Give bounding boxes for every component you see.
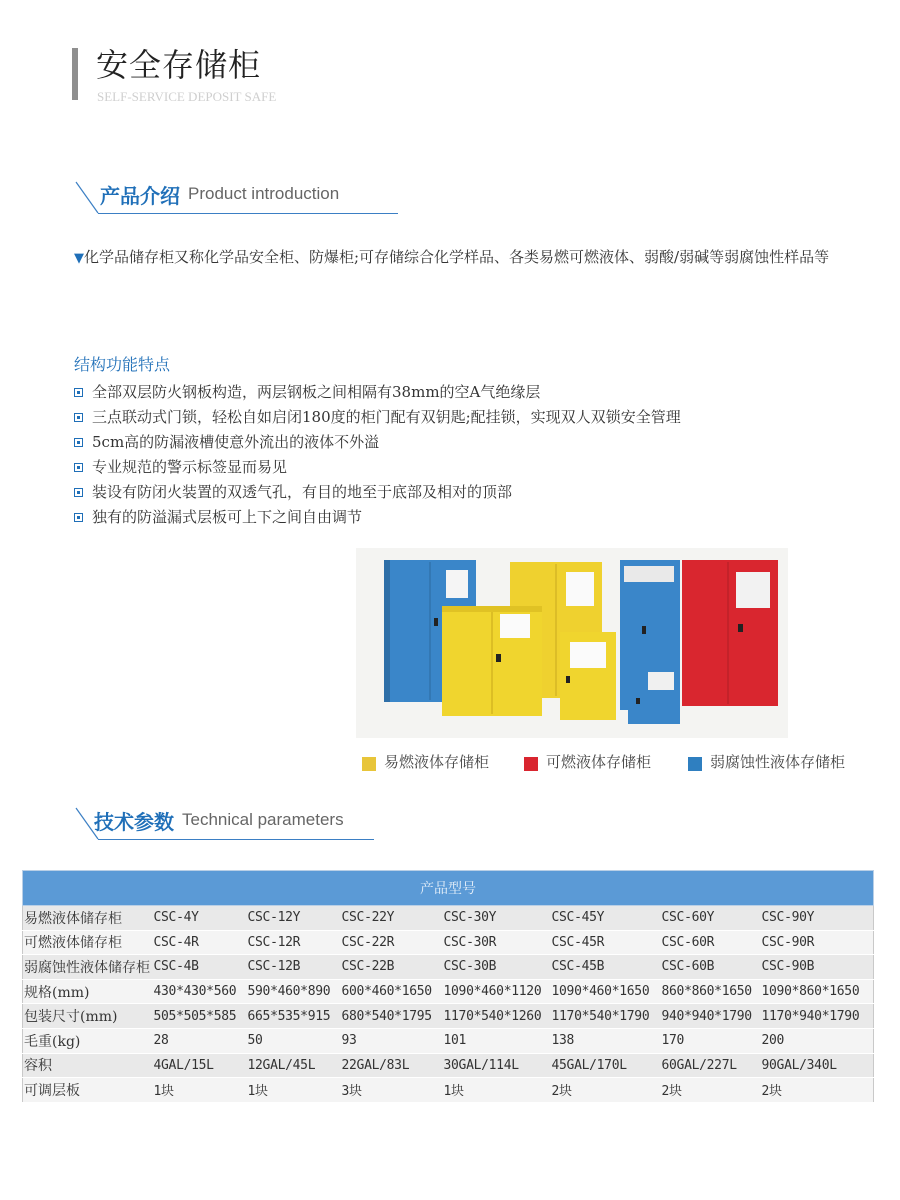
table-cell: 170 — [661, 1028, 761, 1053]
features-title: 结构功能特点 — [74, 355, 171, 374]
table-cell: 3块 — [341, 1078, 443, 1103]
product-photo — [356, 548, 788, 738]
feature-item: 专业规范的警示标签显而易见 — [74, 455, 694, 480]
table-cell: 12GAL/45L — [247, 1053, 341, 1078]
row-label: 可燃液体储存柜 — [23, 930, 153, 955]
heading-underline — [98, 839, 374, 840]
square-bullet-icon — [74, 388, 83, 397]
table-cell: CSC-45R — [551, 930, 661, 955]
table-row — [23, 906, 874, 931]
table-cell: 680*540*1795 — [341, 1004, 443, 1029]
table-cell: CSC-60R — [661, 930, 761, 955]
table-cell: 1090*460*1120 — [443, 979, 551, 1004]
section-title-cn: 技术参数 — [94, 810, 174, 834]
table-cell: CSC-4B — [153, 955, 247, 980]
table-cell: 665*535*915 — [247, 1004, 341, 1029]
table-cell: 1块 — [247, 1078, 341, 1103]
table-row — [23, 1053, 874, 1078]
table-cell: CSC-45Y — [551, 906, 661, 931]
table-cell: CSC-30R — [443, 930, 551, 955]
legend-swatch — [524, 757, 538, 771]
table-cell: CSC-12R — [247, 930, 341, 955]
table-cell: 430*430*560 — [153, 979, 247, 1004]
page-title: 安全存储柜 — [96, 46, 262, 84]
table-cell: CSC-22R — [341, 930, 443, 955]
table-cell: 200 — [761, 1028, 874, 1053]
table-cell: 505*505*585 — [153, 1004, 247, 1029]
table-cell: 590*460*890 — [247, 979, 341, 1004]
table-cell: CSC-22B — [341, 955, 443, 980]
table-cell: 1090*860*1650 — [761, 979, 874, 1004]
table-cell: CSC-60Y — [661, 906, 761, 931]
square-bullet-icon — [74, 438, 83, 447]
table-cell: 50 — [247, 1028, 341, 1053]
table-cell: 1块 — [443, 1078, 551, 1103]
table-cell: CSC-30B — [443, 955, 551, 980]
feature-item: 三点联动式门锁，轻松自如启闭180度的柜门配有双钥匙;配挂锁，实现双人双锁安全管理 — [74, 405, 694, 430]
table-cell: CSC-30Y — [443, 906, 551, 931]
table-cell: 2块 — [551, 1078, 661, 1103]
table-cell: 2块 — [761, 1078, 874, 1103]
table-cell: 1090*460*1650 — [551, 979, 661, 1004]
row-label: 包装尺寸(mm) — [23, 1004, 153, 1029]
feature-item: 独有的防溢漏式层板可上下之间自由调节 — [74, 505, 694, 530]
heading-underline — [98, 213, 398, 214]
table-cell: CSC-90B — [761, 955, 874, 980]
table-cell: CSC-90Y — [761, 906, 874, 931]
table-cell: 60GAL/227L — [661, 1053, 761, 1078]
table-cell: 600*460*1650 — [341, 979, 443, 1004]
feature-item: 全部双层防火钢板构造，两层钢板之间相隔有38mm的空A气绝缘层 — [74, 380, 694, 405]
header-accent-bar — [72, 48, 78, 100]
table-cell: 2块 — [661, 1078, 761, 1103]
table-body — [23, 906, 874, 1103]
feature-item: 装设有防闭火装置的双透气孔，有目的地至于底部及相对的顶部 — [74, 480, 694, 505]
table-cell: 1170*540*1260 — [443, 1004, 551, 1029]
intro-paragraph — [74, 244, 854, 272]
table-cell: CSC-22Y — [341, 906, 443, 931]
table-cell: CSC-12B — [247, 955, 341, 980]
table-row — [23, 1078, 874, 1103]
table-cell: 28 — [153, 1028, 247, 1053]
table-cell: 90GAL/340L — [761, 1053, 874, 1078]
table-cell: 101 — [443, 1028, 551, 1053]
table-cell: 138 — [551, 1028, 661, 1053]
table-cell: 1块 — [153, 1078, 247, 1103]
table-cell: 45GAL/170L — [551, 1053, 661, 1078]
row-label: 容积 — [23, 1053, 153, 1078]
table-cell: 940*940*1790 — [661, 1004, 761, 1029]
table-cell: 4GAL/15L — [153, 1053, 247, 1078]
intro-text: 化学品储存柜又称化学品安全柜、防爆柜;可存储综合化学样品、各类易燃可燃液体、弱酸/弱碱等弱腐蚀性样品等 — [84, 248, 830, 266]
slash-decoration-icon — [74, 180, 102, 214]
table-cell: CSC-90R — [761, 930, 874, 955]
feature-item: 5cm高的防漏液槽使意外流出的液体不外溢 — [74, 430, 694, 455]
table-header: 产品型号 — [23, 871, 874, 906]
triangle-marker-icon: ▼ — [74, 251, 84, 266]
table-cell: 30GAL/114L — [443, 1053, 551, 1078]
row-label: 规格(mm) — [23, 979, 153, 1004]
section-title-cn: 产品介绍 — [100, 184, 180, 208]
table-row — [23, 1004, 874, 1029]
table-cell: CSC-60B — [661, 955, 761, 980]
features-list — [74, 380, 694, 530]
table-cell: CSC-4R — [153, 930, 247, 955]
page-subtitle: SELF-SERVICE DEPOSIT SAFE — [97, 89, 277, 104]
table-row — [23, 955, 874, 980]
square-bullet-icon — [74, 413, 83, 422]
row-label: 毛重(kg) — [23, 1028, 153, 1053]
table-cell: 22GAL/83L — [341, 1053, 443, 1078]
section-title-en: Product introduction — [188, 184, 340, 203]
table-cell: CSC-45B — [551, 955, 661, 980]
table-row — [23, 930, 874, 955]
square-bullet-icon — [74, 513, 83, 522]
color-legend: 易燃液体存储柜 可燃液体存储柜 弱腐蚀性液体存储柜 — [0, 752, 900, 774]
square-bullet-icon — [74, 463, 83, 472]
table-cell: 93 — [341, 1028, 443, 1053]
row-label: 可调层板 — [23, 1078, 153, 1103]
table-cell: CSC-12Y — [247, 906, 341, 931]
section-title-en: Technical parameters — [182, 810, 344, 829]
row-label: 易燃液体储存柜 — [23, 906, 153, 931]
table-cell: 860*860*1650 — [661, 979, 761, 1004]
cabinets-illustration — [356, 548, 788, 738]
square-bullet-icon — [74, 488, 83, 497]
table-cell: 1170*540*1790 — [551, 1004, 661, 1029]
table-row — [23, 979, 874, 1004]
table-cell: 1170*940*1790 — [761, 1004, 874, 1029]
legend-swatch — [362, 757, 376, 771]
table-row — [23, 1028, 874, 1053]
row-label: 弱腐蚀性液体储存柜 — [23, 955, 153, 980]
table-header-row — [23, 871, 874, 906]
parameters-table — [22, 870, 874, 1103]
parameters-table-wrapper — [22, 870, 873, 1103]
legend-swatch — [688, 757, 702, 771]
table-cell: CSC-4Y — [153, 906, 247, 931]
